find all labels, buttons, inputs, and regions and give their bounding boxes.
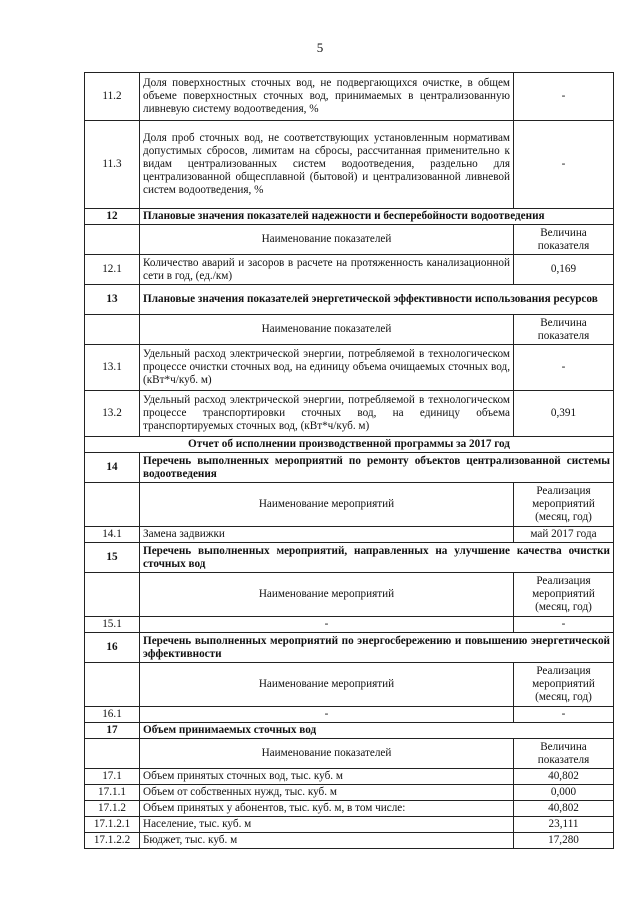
section-title: Плановые значения показателей энергетической эффективности использования ресурсов: [140, 285, 614, 315]
row-number: 14.1: [85, 527, 140, 543]
row-value: -: [514, 121, 614, 209]
section-number: 13: [85, 285, 140, 315]
table-row: [85, 785, 614, 801]
page-number: 5: [316, 40, 324, 55]
row-text: Бюджет, тыс. куб. м: [140, 833, 514, 849]
section-row: [85, 723, 614, 739]
section-row: [85, 543, 614, 573]
header-row: [85, 663, 614, 707]
table-row: [85, 527, 614, 543]
row-text: Доля проб сточных вод, не соответствующих установленным нормативам допустимых сбросов, лимитам на сбросы, рассчитанная применительно к видам централизованных систем водоотведения, раздельно для централизованной общесплавной (бытовой) и централизованной ливневой систем водоотведения, %: [140, 121, 514, 209]
row-number: 13.1: [85, 345, 140, 391]
table-row: [85, 769, 614, 785]
row-number: 16.1: [85, 707, 140, 723]
section-number: 12: [85, 209, 140, 225]
row-text: Замена задвижки: [140, 527, 514, 543]
row-number: 11.2: [85, 73, 140, 121]
column-header-value: Реализация мероприятий (месяц, год): [514, 483, 614, 527]
row-value: -: [514, 73, 614, 121]
table-row: [85, 391, 614, 437]
section-row: [85, 633, 614, 663]
section-number: 16: [85, 633, 140, 663]
column-header-name: Наименование показателей: [140, 315, 514, 345]
column-header-value: Реализация мероприятий (месяц, год): [514, 573, 614, 617]
column-header-name: Наименование мероприятий: [140, 483, 514, 527]
row-text: Количество аварий и засоров в расчете на протяженность канализационной сети в год, (ед./км): [140, 255, 514, 285]
row-value: 0,000: [514, 785, 614, 801]
row-value: 17,280: [514, 833, 614, 849]
header-row: [85, 483, 614, 527]
table-row: [85, 255, 614, 285]
section-title: Объем принимаемых сточных вод: [140, 723, 614, 739]
row-text: Объем принятых у абонентов, тыс. куб. м, в том числе:: [140, 801, 514, 817]
section-row: [85, 285, 614, 315]
row-value: -: [514, 345, 614, 391]
row-number: 15.1: [85, 617, 140, 633]
column-header-name: Наименование мероприятий: [140, 663, 514, 707]
row-value: май 2017 года: [514, 527, 614, 543]
section-number: 17: [85, 723, 140, 739]
row-text: Объем принятых сточных вод, тыс. куб. м: [140, 769, 514, 785]
row-text: Объем от собственных нужд, тыс. куб. м: [140, 785, 514, 801]
row-number: 17.1.2: [85, 801, 140, 817]
section-row: [85, 209, 614, 225]
section-title: Перечень выполненных мероприятий, направленных на улучшение качества очистки сточных вод: [140, 543, 614, 573]
row-text: Население, тыс. куб. м: [140, 817, 514, 833]
row-number: 17.1.1: [85, 785, 140, 801]
column-header-value: Величина показателя: [514, 225, 614, 255]
table-row: [85, 817, 614, 833]
column-header-value: Реализация мероприятий (месяц, год): [514, 663, 614, 707]
section-title: Перечень выполненных мероприятий по ремонту объектов централизованной системы водоотведения: [140, 453, 614, 483]
row-value: 0,391: [514, 391, 614, 437]
row-number: 17.1.2.2: [85, 833, 140, 849]
table-row: [85, 345, 614, 391]
table-row: [85, 617, 614, 633]
header-row: [85, 315, 614, 345]
section-number: 14: [85, 453, 140, 483]
row-value: 40,802: [514, 769, 614, 785]
column-header-name: Наименование показателей: [140, 739, 514, 769]
row-value: -: [514, 617, 614, 633]
column-header-name: Наименование мероприятий: [140, 573, 514, 617]
row-value: -: [514, 707, 614, 723]
row-text: Доля поверхностных сточных вод, не подвергающихся очистке, в общем объеме поверхностных сточных вод, принимаемых в централизованную ливневую систему водоотведения, %: [140, 73, 514, 121]
section-row: [85, 453, 614, 483]
column-header-name: Наименование показателей: [140, 225, 514, 255]
row-number: 12.1: [85, 255, 140, 285]
indicators-table: [84, 72, 614, 849]
section-title: Плановые значения показателей надежности и бесперебойности водоотведения: [140, 209, 614, 225]
table-row: [85, 833, 614, 849]
table-row: [85, 73, 614, 121]
header-row: [85, 225, 614, 255]
row-text: Удельный расход электрической энергии, потребляемой в технологическом процессе очистки сточных вод, на единицу объема очищаемых сточных вод, (кВт*ч/куб. м): [140, 345, 514, 391]
row-number: 11.3: [85, 121, 140, 209]
row-value: 40,802: [514, 801, 614, 817]
row-number: 13.2: [85, 391, 140, 437]
row-text: Удельный расход электрической энергии, потребляемой в технологическом процессе транспортировки сточных вод, на единицу объема транспортируемых сточных вод, (кВт*ч/куб. м): [140, 391, 514, 437]
header-row: [85, 573, 614, 617]
row-number: 17.1.2.1: [85, 817, 140, 833]
section-number: 15: [85, 543, 140, 573]
table-row: [85, 801, 614, 817]
column-header-value: Величина показателя: [514, 315, 614, 345]
row-number: 17.1: [85, 769, 140, 785]
row-value: 0,169: [514, 255, 614, 285]
table-row: [85, 707, 614, 723]
report-title-row: [85, 437, 614, 453]
report-title: Отчет об исполнении производственной программы за 2017 год: [85, 437, 614, 453]
row-text: -: [140, 707, 514, 723]
column-header-value: Величина показателя: [514, 739, 614, 769]
row-text: -: [140, 617, 514, 633]
header-row: [85, 739, 614, 769]
table-row: [85, 121, 614, 209]
row-value: 23,111: [514, 817, 614, 833]
section-title: Перечень выполненных мероприятий по энергосбережению и повышению энергетической эффективности: [140, 633, 614, 663]
